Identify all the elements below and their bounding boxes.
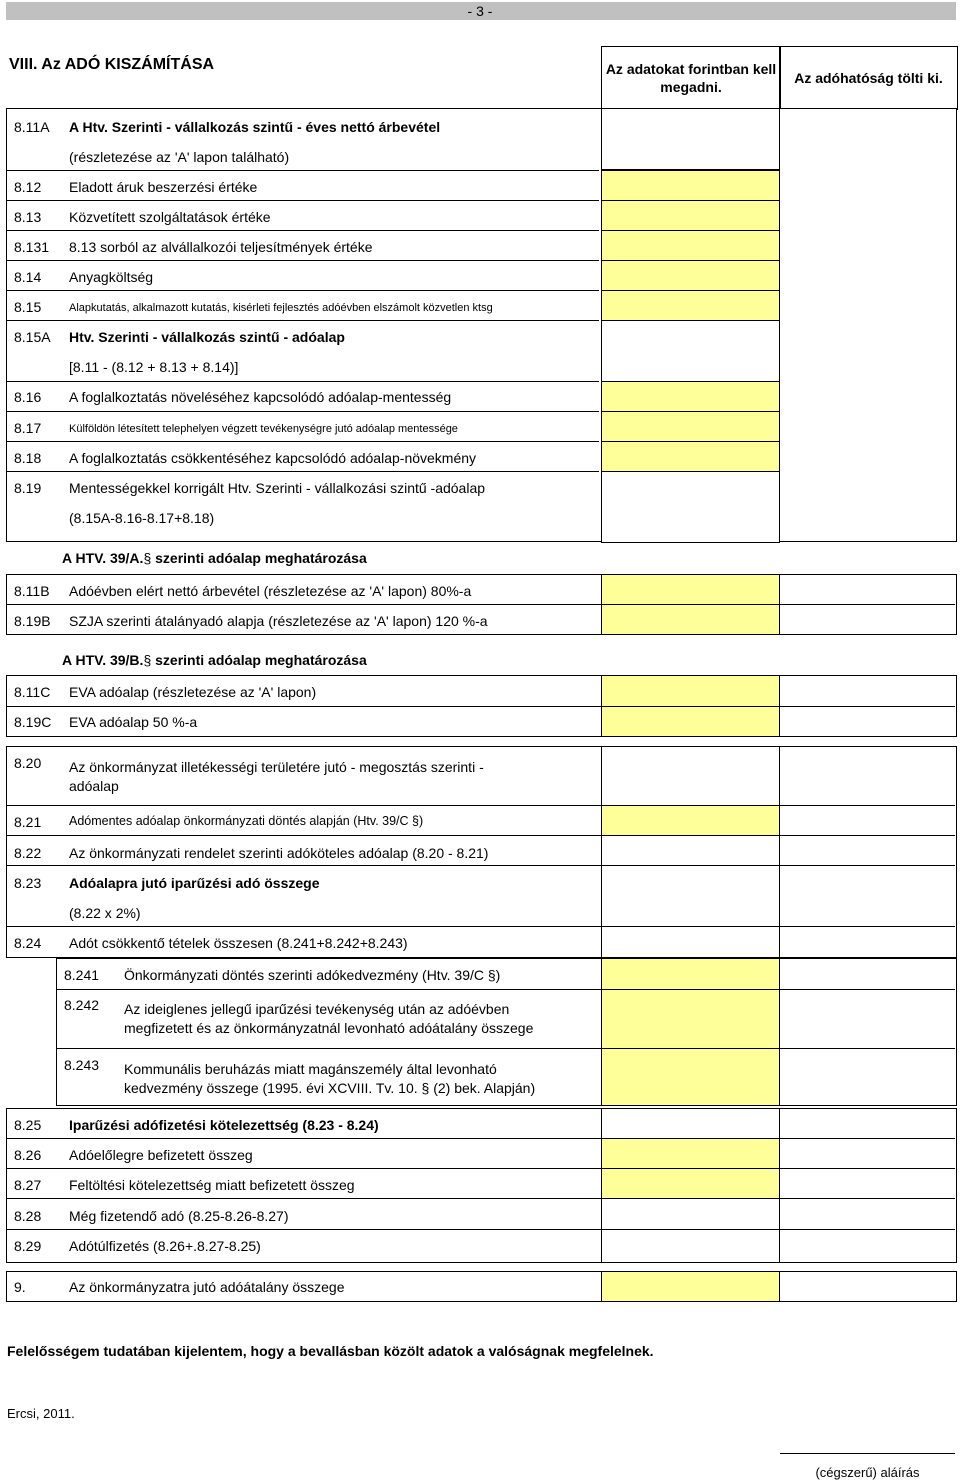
row-number: 8.26	[14, 1147, 42, 1163]
declaration-text: Felelősségem tudatában kijelentem, hogy a bevallásban közölt adatok a valóságnak megfelelnek.	[7, 1343, 654, 1359]
row-label: A Htv. Szerinti - vállalkozás szintű - éves nettó árbevétel	[69, 119, 441, 135]
divider	[7, 170, 599, 171]
divider	[7, 1229, 955, 1230]
amount-input-8-16[interactable]	[601, 381, 780, 412]
row-number: 8.19	[14, 480, 42, 496]
divider	[7, 1138, 955, 1139]
row-number: 8.19C	[14, 714, 52, 730]
header-amount-column: Az adatokat forintban kell megadni.	[601, 46, 781, 110]
amount-input-8-19c[interactable]	[601, 706, 780, 737]
row-label: Alapkutatás, alkalmazott kutatás, kisérleti fejlesztés adóévben elszámolt közvetlen ktsg	[69, 302, 493, 314]
amount-input-8-19b[interactable]	[601, 604, 780, 635]
amount-input-8-19[interactable]	[601, 471, 780, 543]
amount-input-8-20[interactable]	[601, 746, 780, 806]
row-number: 8.21	[14, 814, 42, 830]
row-label: Az ideiglenes jellegű iparűzési tevékenység után az adóévben	[124, 1001, 510, 1017]
divider	[7, 805, 955, 806]
divider	[57, 989, 955, 990]
group-title-text: A HTV. 39/A.	[62, 550, 144, 566]
divider	[7, 1198, 955, 1199]
row-sublabel: (8.22 x 2%)	[69, 905, 141, 921]
row-number: 8.12	[14, 179, 42, 195]
row-label: 8.13 sorból az alvállalkozói teljesítmények értéke	[69, 239, 373, 255]
row-number: 8.11B	[14, 583, 50, 599]
group-b-block	[6, 675, 956, 737]
row-label: Az önkormányzati rendelet szerinti adóköteles adóalap (8.20 - 8.21)	[69, 845, 489, 861]
amount-input-8-27[interactable]	[601, 1168, 780, 1199]
row-label: megfizetett és az önkormányzatnál levonható adóátalány összege	[124, 1020, 534, 1036]
row-number: 8.241	[64, 967, 100, 983]
row-number: 8.13	[14, 209, 42, 225]
divider	[7, 381, 599, 382]
row-number: 8.25	[14, 1117, 42, 1133]
amount-input-8-13[interactable]	[601, 200, 780, 231]
row-label: Adóelőlegre befizetett összeg	[69, 1147, 253, 1163]
amount-input-8-11c[interactable]	[601, 675, 780, 707]
amount-input-8-22[interactable]	[601, 835, 780, 866]
row-label: Az önkormányzatra jutó adóátalány összege	[69, 1279, 345, 1295]
row-number: 8.131	[14, 239, 50, 255]
row-label: Adóalapra jutó iparűzési adó összege	[69, 875, 320, 891]
group-title-text: szerinti adóalap meghatározása	[151, 652, 367, 668]
row-sublabel: [8.11 - (8.12 + 8.13 + 8.14)]	[69, 359, 239, 375]
row-number: 8.22	[14, 845, 42, 861]
authority-cell-f	[779, 1271, 957, 1302]
amount-input-8-15[interactable]	[601, 290, 780, 321]
group-a-title	[62, 550, 367, 566]
row-label: Iparűzési adófizetési kötelezettség (8.23 - 8.24)	[69, 1117, 379, 1133]
row-number: 8.24	[14, 935, 42, 951]
group-b-title	[62, 652, 367, 668]
group-f-block	[6, 1271, 956, 1302]
row-number: 8.15A	[14, 329, 51, 345]
amount-input-8-25[interactable]	[601, 1108, 780, 1139]
row-label: Közvetített szolgáltatások értéke	[69, 209, 271, 225]
row-number: 8.14	[14, 269, 42, 285]
authority-cell-main	[779, 108, 957, 542]
signature-label: (cégszerű) aláírás	[815, 1465, 920, 1480]
row-number: 8.243	[64, 1057, 100, 1073]
row-number: 8.17	[14, 420, 42, 436]
row-label: Adót csökkentő tételek összesen (8.241+8.242+8.243)	[69, 935, 408, 951]
row-label: Önkormányzati döntés szerinti adókedvezmény (Htv. 39/C §)	[124, 967, 501, 983]
amount-input-8-242[interactable]	[601, 989, 780, 1049]
amount-input-8-29[interactable]	[601, 1229, 780, 1263]
row-label: EVA adóalap (részletezése az 'A' lapon)	[69, 684, 317, 700]
place-date: Ercsi, 2011.	[7, 1406, 75, 1421]
amount-input-8-11b[interactable]	[601, 574, 780, 605]
row-label: Az önkormányzat illetékességi területére jutó - megosztás szerinti -	[69, 759, 484, 775]
divider	[7, 411, 599, 412]
row-label: A foglalkoztatás növeléséhez kapcsolódó adóalap-mentesség	[69, 389, 452, 405]
row-label: Adóévben elért nettó árbevétel (részletezése az 'A' lapon) 80%-a	[69, 583, 472, 599]
group-d-block	[56, 958, 956, 1106]
row-label: Adómentes adóalap önkormányzati döntés alapján (Htv. 39/C §)	[69, 814, 424, 828]
amount-input-8-18[interactable]	[601, 441, 780, 472]
amount-input-8-21[interactable]	[601, 805, 780, 836]
amount-input-8-24[interactable]	[601, 926, 780, 958]
divider	[7, 441, 599, 442]
divider	[7, 471, 599, 472]
paragraph-symbol: §	[143, 550, 152, 566]
divider	[57, 1048, 955, 1049]
divider	[7, 200, 599, 201]
row-number: 8.29	[14, 1238, 42, 1254]
divider	[7, 706, 955, 707]
amount-input-8-15a[interactable]	[601, 320, 780, 382]
header-authority-column: Az adóhatóság tölti ki.	[779, 46, 958, 110]
paragraph-symbol: §	[143, 652, 152, 668]
divider	[7, 926, 955, 927]
amount-input-8-14[interactable]	[601, 260, 780, 291]
divider	[7, 230, 599, 231]
group-title-text: A HTV. 39/B.	[62, 652, 144, 668]
divider	[7, 260, 599, 261]
row-label: Mentességekkel korrigált Htv. Szerinti - vállalkozási szintű -adóalap	[69, 480, 486, 496]
row-label: Anyagköltség	[69, 269, 154, 285]
row-number: 8.16	[14, 389, 42, 405]
signature-line	[780, 1453, 955, 1454]
row-sublabel: (8.15A-8.16-8.17+8.18)	[69, 510, 215, 526]
row-label: Htv. Szerinti - vállalkozás szintű - adóalap	[69, 329, 345, 345]
page-number: - 3 -	[467, 3, 493, 19]
row-label: SZJA szerinti átalányadó alapja (részletezése az 'A' lapon) 120 %-a	[69, 613, 488, 629]
row-number: 8.20	[14, 755, 42, 771]
row-label: Adótúlfizetés (8.26+.8.27-8.25)	[69, 1238, 261, 1254]
authority-cell-d	[779, 958, 957, 1106]
section-title: VIII. Az ADÓ KISZÁMÍTÁSA	[9, 56, 215, 73]
divider	[7, 865, 955, 866]
divider	[7, 1168, 955, 1169]
row-number: 8.23	[14, 875, 42, 891]
row-label: Eladott áruk beszerzési értéke	[69, 179, 258, 195]
amount-input-8-23[interactable]	[601, 865, 780, 927]
main-block	[6, 108, 956, 542]
authority-cell-e	[779, 1108, 957, 1263]
amount-input-8-17[interactable]	[601, 411, 780, 442]
row-label: EVA adóalap 50 %-a	[69, 714, 198, 730]
amount-input-8-243[interactable]	[601, 1048, 780, 1106]
row-label: A foglalkoztatás csökkentéséhez kapcsolódó adóalap-növekmény	[69, 450, 477, 466]
row-number: 8.18	[14, 450, 42, 466]
amount-input-9[interactable]	[601, 1271, 780, 1302]
amount-input-8-11a[interactable]	[601, 108, 780, 170]
group-title-text: szerinti adóalap meghatározása	[151, 550, 367, 566]
divider	[7, 604, 955, 605]
row-number: 8.28	[14, 1208, 42, 1224]
row-label: Még fizetendő adó (8.25-8.26-8.27)	[69, 1208, 289, 1224]
row-label: Kommunális beruházás miatt magánszemély által levonható	[124, 1061, 497, 1077]
divider	[7, 290, 599, 291]
row-number: 8.19B	[14, 613, 51, 629]
row-label: Külföldön létesített telephelyen végzett tevékenységre jutó adóalap mentessége	[69, 423, 458, 435]
group-c-block	[6, 746, 956, 958]
row-number: 8.242	[64, 997, 100, 1013]
row-label: kedvezmény összege (1995. évi XCVIII. Tv. 10. § (2) bek. Alapján)	[124, 1080, 536, 1096]
amount-input-8-26[interactable]	[601, 1138, 780, 1169]
amount-input-8-28[interactable]	[601, 1198, 780, 1230]
row-number: 8.27	[14, 1177, 42, 1193]
row-number: 9.	[14, 1279, 26, 1295]
row-number: 8.11C	[14, 684, 51, 700]
row-label: adóalap	[69, 778, 119, 794]
group-e-block	[6, 1108, 956, 1263]
divider	[7, 835, 955, 836]
divider	[7, 320, 599, 321]
amount-input-8-131[interactable]	[601, 230, 780, 261]
amount-input-8-12[interactable]	[601, 170, 780, 201]
row-number: 8.11A	[14, 119, 50, 135]
group-a-block	[6, 574, 956, 635]
row-label: Feltöltési kötelezettség miatt befizetett összeg	[69, 1177, 355, 1193]
row-number: 8.15	[14, 299, 42, 315]
row-sublabel: (részletezése az 'A' lapon található)	[69, 149, 290, 165]
amount-input-8-241[interactable]	[601, 958, 780, 990]
